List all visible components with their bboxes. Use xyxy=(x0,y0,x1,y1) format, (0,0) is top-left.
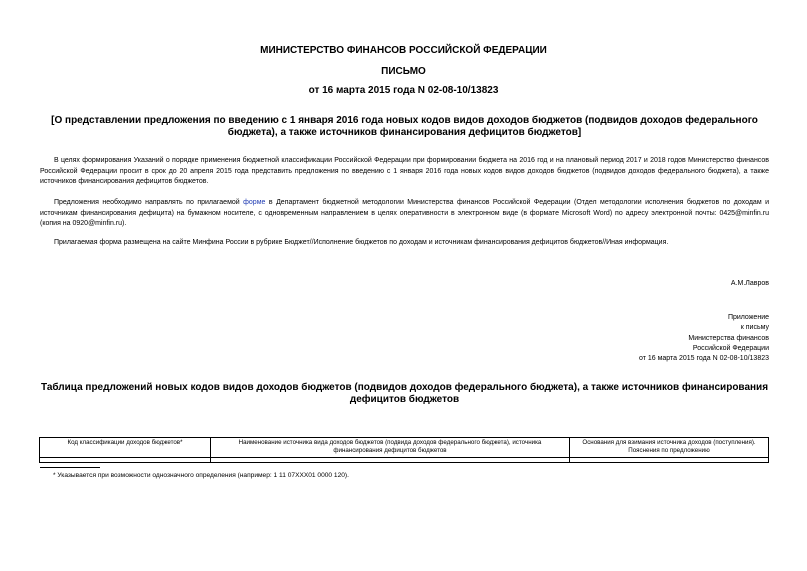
document-type: ПИСЬМО xyxy=(381,66,426,77)
appendix-line: к письму xyxy=(740,324,769,332)
table-header-cell: Основания для взимания источника доходов (поступления). Пояснения по предложению xyxy=(570,438,769,458)
appendix-line: Российской Федерации xyxy=(692,344,769,352)
appendix-line: Министерства финансов xyxy=(688,334,769,342)
footnote-divider xyxy=(40,467,100,468)
footnote: * Указывается при возможности однозначного определения (например: 1 11 07XXX01 0000 120). xyxy=(53,472,349,479)
table-cell xyxy=(40,458,211,463)
body-paragraph-1: В целях формирования Указаний о порядке применения бюджетной классификации Российской Федерации при формировании бюджета на 2016 год и на плановый период 2017 и 2018 годов Министерство финансов Российской Федерации просит в срок до 20 апреля 2015 года представить предложения по введению с 1 января 2016 года новых кодов видов доходов бюджетов (подвидов доходов федерального бюджета), а также источников финансирования дефицитов бюджетов. xyxy=(40,157,769,185)
paragraph-2-text-before: Предложения необходимо направлять по прилагаемой xyxy=(54,199,244,206)
paragraph-2-text-after: в Департамент бюджетной методологии Министерства финансов Российской Федерации (Отдел методологии исполнения бюджетов по доходам и источникам финансирования дефицита) на бумажном носителе, с одновременным направлением в целях оперативности в электронном виде (в формате Microsoft Word) по адресу электронной почты: 0425@minfin.ru (копия на 0920@minfin.ru). xyxy=(40,199,770,227)
document-date-number: от 16 марта 2015 года N 02-08-10/13823 xyxy=(308,85,499,96)
table-header-cell: Наименование источника вида доходов бюджетов (подвида доходов федерального бюджета), источника финансирования дефицитов бюджетов xyxy=(211,438,570,458)
signature: А.М.Лавров xyxy=(730,280,769,287)
table-title: Таблица предложений новых кодов видов доходов бюджетов (подвидов доходов федерального бюджета), а также источников финансирования дефицитов бюджетов xyxy=(40,382,769,405)
table-row xyxy=(40,458,769,463)
table-header-row xyxy=(40,438,769,458)
appendix-line: Приложение xyxy=(727,314,769,321)
proposals-table xyxy=(39,437,769,463)
body-paragraph-2 xyxy=(40,198,769,230)
ministry-name: МИНИСТЕРСТВО ФИНАНСОВ РОССИЙСКОЙ ФЕДЕРАЦИИ xyxy=(260,45,547,56)
appendix-line: от 16 марта 2015 года N 02-08-10/13823 xyxy=(638,355,769,363)
table-cell xyxy=(211,458,570,463)
document-subject: [О представлении предложения по введению с 1 января 2016 года новых кодов видов доходов бюджетов (подвидов доходов федерального бюджета), а также источников финансирования дефицитов бюджетов] xyxy=(51,115,758,138)
appendix-block xyxy=(639,313,769,364)
table-header-cell: Код классификации доходов бюджетов* xyxy=(40,438,211,458)
body-paragraph-3: Прилагаемая форма размещена на сайте Минфина России в рубрике Бюджет//Исполнение бюджетов по доходам и источникам финансирования дефицитов бюджетов//Иная информация. xyxy=(54,239,669,246)
form-link[interactable]: форме xyxy=(243,199,266,206)
table-cell xyxy=(570,458,769,463)
